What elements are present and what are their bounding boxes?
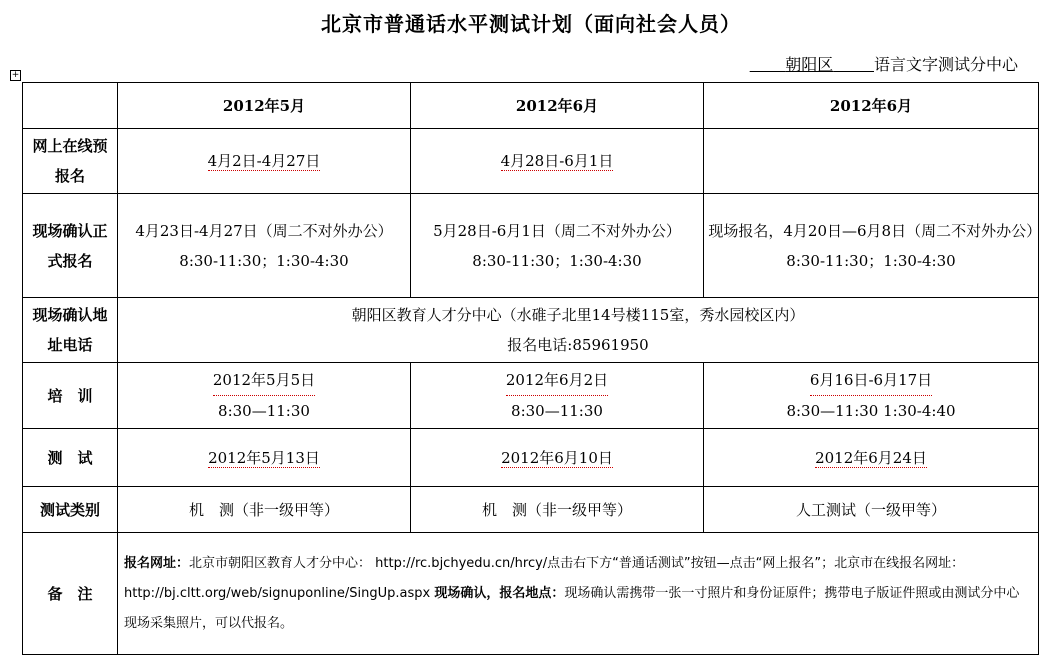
row-label: 测试类别 bbox=[23, 487, 118, 533]
table-cell: 现场报名，4月20日—6月8日（周二不对外办公）8:30-11:30；1:30-4:30 bbox=[704, 194, 1039, 298]
confirmation-text: 现场确认需携带一张一寸照片和身份证原件；携带电子版证件照或由测试分中心现场采集照片，可以代报名。 bbox=[124, 585, 1020, 631]
table-cell: 2012年6月24日 bbox=[704, 429, 1039, 487]
row-training bbox=[23, 363, 1039, 429]
table-cell: 4月28日-6月1日 bbox=[411, 129, 704, 194]
header-row bbox=[23, 83, 1039, 129]
header-col-3: 2012年6月 bbox=[704, 83, 1039, 129]
schedule-table bbox=[22, 82, 1039, 655]
address-line: 朝阳区教育人才分中心（水碓子北里14号楼115室，秀水园校区内） bbox=[351, 306, 805, 324]
table-cell: 人工测试（一级甲等） bbox=[704, 487, 1039, 533]
table-cell: 4月2日-4月27日 bbox=[118, 129, 411, 194]
row-label: 现场确认地址电话 bbox=[23, 298, 118, 363]
remarks-cell bbox=[118, 533, 1039, 655]
table-cell: 6月16日-6月17日 8:30—11:30 1:30-4:40 bbox=[704, 363, 1039, 429]
row-category bbox=[23, 487, 1039, 533]
row-test bbox=[23, 429, 1039, 487]
row-online-registration bbox=[23, 129, 1039, 194]
row-label: 测 试 bbox=[23, 429, 118, 487]
table-cell: 2012年6月10日 bbox=[411, 429, 704, 487]
table-cell: 2012年6月2日 8:30—11:30 bbox=[411, 363, 704, 429]
row-onsite-registration bbox=[23, 194, 1039, 298]
table-cell: 4月23日-4月27日（周二不对外办公）8:30-11:30；1:30-4:30 bbox=[118, 194, 411, 298]
row-label: 网上在线预报名 bbox=[23, 129, 118, 194]
table-cell bbox=[704, 129, 1039, 194]
document-title: 北京市普通话水平测试计划（面向社会人员） bbox=[321, 12, 741, 36]
row-label: 现场确认正式报名 bbox=[23, 194, 118, 298]
row-label: 培 训 bbox=[23, 363, 118, 429]
confirmation-label: 现场确认，报名地点： bbox=[434, 585, 565, 601]
table-cell: 机 测（非一级甲等） bbox=[411, 487, 704, 533]
table-move-handle-icon[interactable]: + bbox=[11, 70, 20, 80]
table-cell: 5月28日-6月1日（周二不对外办公）8:30-11:30；1:30-4:30 bbox=[411, 194, 704, 298]
subtitle bbox=[750, 52, 1018, 75]
registration-url-label: 报名网址： bbox=[124, 555, 190, 571]
district-name: 朝阳区 bbox=[785, 55, 834, 74]
address-cell bbox=[118, 298, 1039, 363]
row-address bbox=[23, 298, 1039, 363]
center-name: 语言文字测试分中心 bbox=[873, 55, 1018, 74]
registration-url-text: 北京市朝阳区教育人才分中心： http://rc.bjchyedu.cn/hrcy/点击右下方“普通话测试”按钮—点击“网上报名”；北京市在线报名网址：http://bj.cltt.org/web/signuponline/SingUp.aspx bbox=[124, 555, 965, 601]
phone-line: 报名电话:85961950 bbox=[507, 336, 649, 354]
header-col-1: 2012年5月 bbox=[118, 83, 411, 129]
table-cell: 机 测（非一级甲等） bbox=[118, 487, 411, 533]
header-col-2: 2012年6月 bbox=[411, 83, 704, 129]
row-remarks bbox=[23, 533, 1039, 655]
table-cell: 2012年5月13日 bbox=[118, 429, 411, 487]
row-label: 备 注 bbox=[23, 533, 118, 655]
table-cell: 2012年5月5日 8:30—11:30 bbox=[118, 363, 411, 429]
header-corner bbox=[23, 83, 118, 129]
